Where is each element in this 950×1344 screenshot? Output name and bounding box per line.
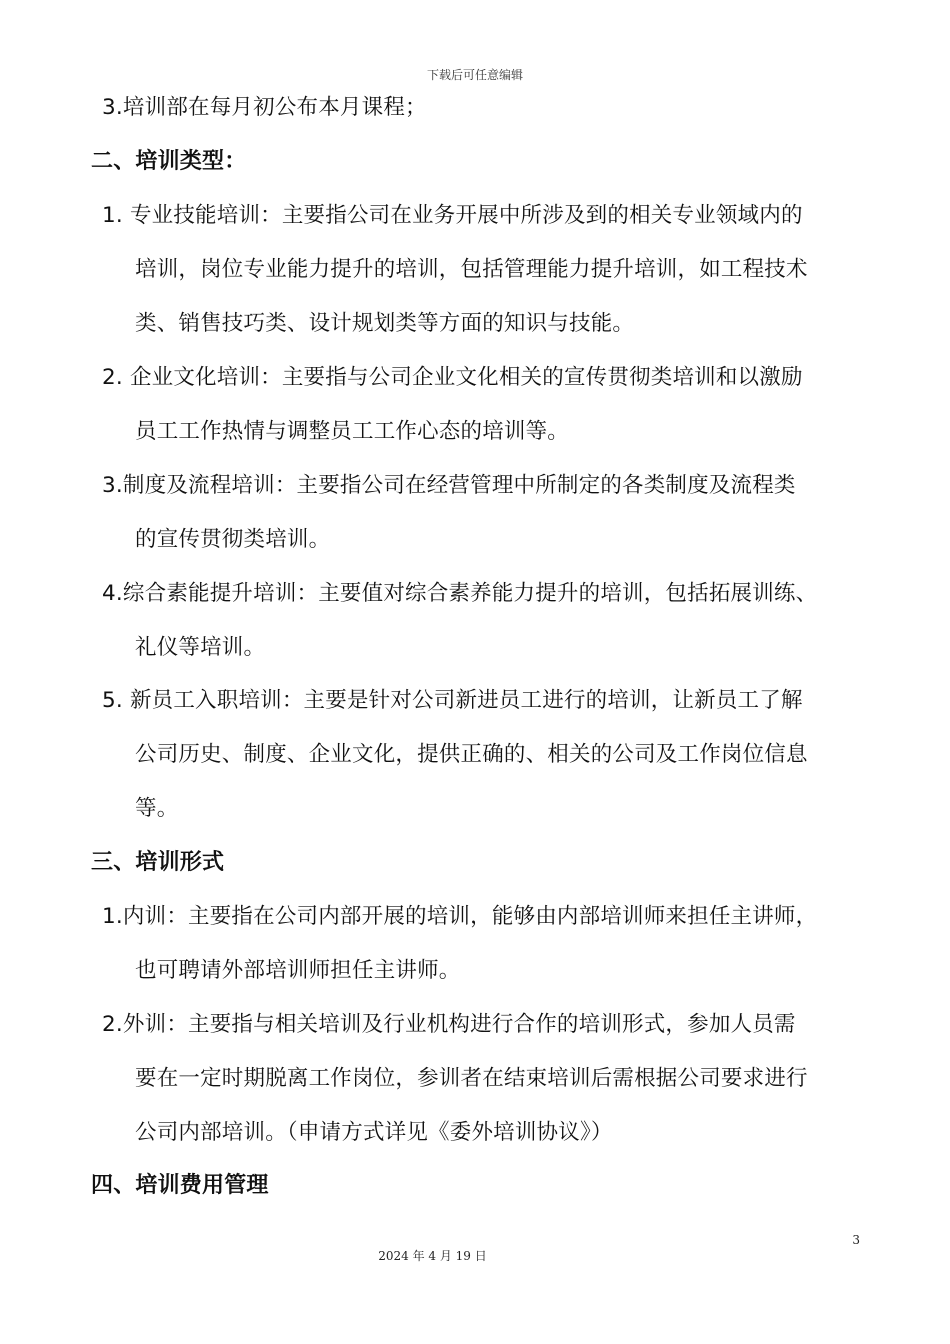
section-heading-training-forms: 三、培训形式 — [91, 850, 225, 875]
list-item-line: 员工工作热情与调整员工工作心态的培训等。 — [135, 419, 570, 444]
list-item-line: 培训，岗位专业能力提升的培训，包括管理能力提升培训，如工程技术 — [135, 257, 808, 282]
page-header: 下载后可任意编辑 — [426, 68, 523, 82]
list-item-line: 要在一定时期脱离工作岗位，参训者在结束培训后需根据公司要求进行 — [135, 1066, 808, 1091]
list-item-line: 礼仪等培训。 — [135, 635, 266, 660]
section-heading-training-types: 二、培训类型： — [91, 149, 247, 174]
section-heading-training-costs: 四、培训费用管理 — [91, 1173, 269, 1198]
list-item-line: 2.外训：主要指与相关培训及行业机构进行合作的培训形式，参加人员需 — [102, 1012, 796, 1037]
list-item-line: 的宣传贯彻类培训。 — [135, 527, 331, 552]
list-item-line: 5. 新员工入职培训：主要是针对公司新进员工进行的培训，让新员工了解 — [102, 688, 803, 713]
footer-date: 2024 年 4 月 19 日 — [378, 1249, 487, 1263]
list-item-line: 公司内部培训。（申请方式详见《委外培训协议》） — [135, 1120, 613, 1145]
list-item-line: 等。 — [135, 796, 179, 821]
list-item-line: 2. 企业文化培训：主要指与公司企业文化相关的宣传贯彻类培训和以激励 — [102, 365, 803, 390]
list-item-line: 1. 专业技能培训：主要指公司在业务开展中所涉及到的相关专业领域内的 — [102, 203, 803, 228]
list-item-line: 3.制度及流程培训：主要指公司在经营管理中所制定的各类制度及流程类 — [102, 473, 796, 498]
list-item-line: 也可聘请外部培训师担任主讲师。 — [135, 958, 461, 983]
list-item-line: 1.内训：主要指在公司内部开展的培训，能够由内部培训师来担任主讲师， — [102, 904, 818, 929]
page-number: 3 — [852, 1233, 860, 1247]
list-item-line: 4.综合素能提升培训：主要值对综合素养能力提升的培训，包括拓展训练、 — [102, 581, 818, 606]
list-item-line: 公司历史、制度、企业文化，提供正确的、相关的公司及工作岗位信息 — [135, 742, 808, 767]
list-item-line: 类、销售技巧类、设计规划类等方面的知识与技能。 — [135, 311, 635, 336]
paragraph-line: 3.培训部在每月初公布本月课程； — [102, 95, 427, 120]
